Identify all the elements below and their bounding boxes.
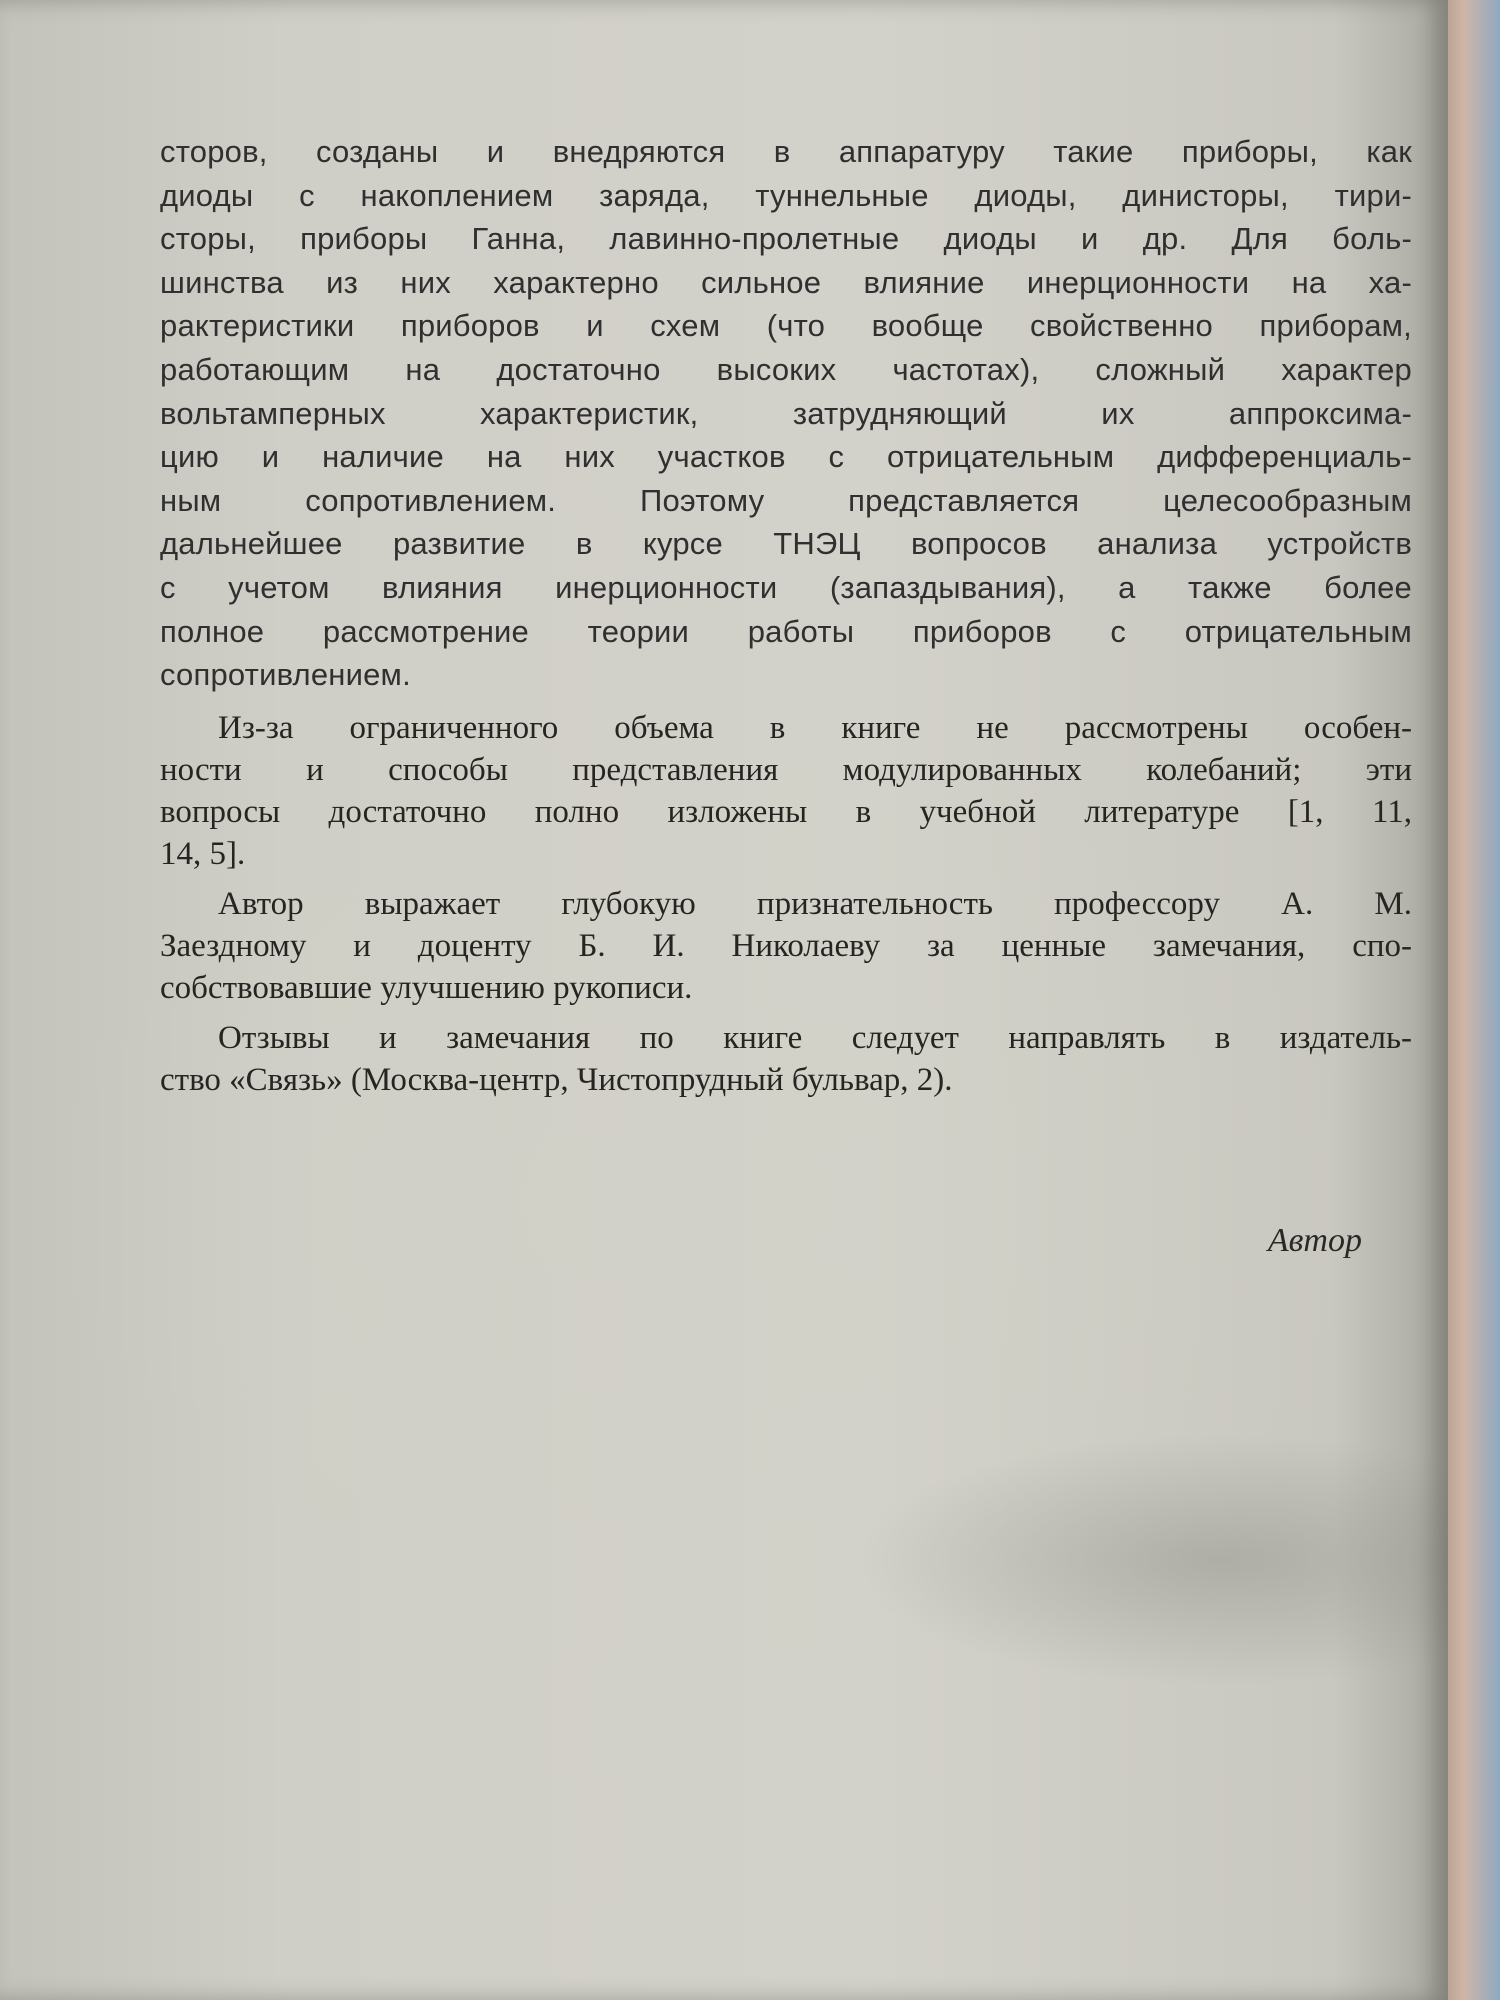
- text-line: диоды с накоплением заряда, туннельные диоды, динисторы, тири-: [160, 177, 1412, 213]
- background-surface: [1440, 0, 1500, 2000]
- text-line: полное рассмотрение теории работы приборов с отрицательным: [160, 613, 1412, 649]
- text-line: ство «Связь» (Москва-центр, Чистопрудный бульвар, 2).: [160, 1061, 953, 1098]
- author-signature: Автор: [1267, 1222, 1362, 1259]
- text-line: сторы, приборы Ганна, лавинно-пролетные диоды и др. Для боль-: [160, 221, 1412, 257]
- text-line: Отзывы и замечания по книге следует направлять в издатель-: [218, 1019, 1412, 1056]
- text-line: шинства из них характерно сильное влияние инерционности на ха-: [160, 264, 1412, 300]
- text-line: ным сопротивлением. Поэтому представляется целесообразным: [160, 482, 1412, 518]
- text-line: работающим на достаточно высоких частотах), сложный характер: [160, 351, 1412, 387]
- text-line: Заездному и доценту Б. И. Николаеву за ценные замечания, спо-: [160, 927, 1412, 964]
- text-line: цию и наличие на них участков с отрицательным дифференциаль-: [160, 439, 1412, 475]
- page-text: [160, 130, 1412, 1259]
- text-line: сопротивлением.: [160, 657, 411, 693]
- text-line: Из-за ограниченного объема в книге не рассмотрены особен-: [218, 709, 1412, 746]
- text-line: с учетом влияния инерционности (запаздывания), а также более: [160, 569, 1412, 605]
- text-line: сторов, созданы и внедряются в аппаратуру такие приборы, как: [160, 134, 1412, 169]
- text-line: Автор выражает глубокую признательность профессору А. М.: [218, 885, 1412, 922]
- paragraph-acknowledgement: [160, 883, 1412, 1009]
- text-line: вольтамперных характеристик, затрудняющий их аппроксима-: [160, 395, 1412, 431]
- text-line: 14, 5].: [160, 835, 246, 872]
- text-line: ности и способы представления модулированных колебаний; эти: [160, 751, 1412, 788]
- paragraph-modulation-note: [160, 707, 1412, 875]
- text-line: вопросы достаточно полно изложены в учебной литературе [1, 11,: [160, 793, 1412, 830]
- text-line: рактеристики приборов и схем (что вообще свойственно приборам,: [160, 308, 1412, 344]
- paragraph-continuation: [160, 130, 1412, 697]
- paragraph-feedback: [160, 1017, 1412, 1101]
- text-line: собствовавшие улучшению рукописи.: [160, 969, 693, 1006]
- text-line: дальнейшее развитие в курсе ТНЭЦ вопросов анализа устройств: [160, 526, 1412, 562]
